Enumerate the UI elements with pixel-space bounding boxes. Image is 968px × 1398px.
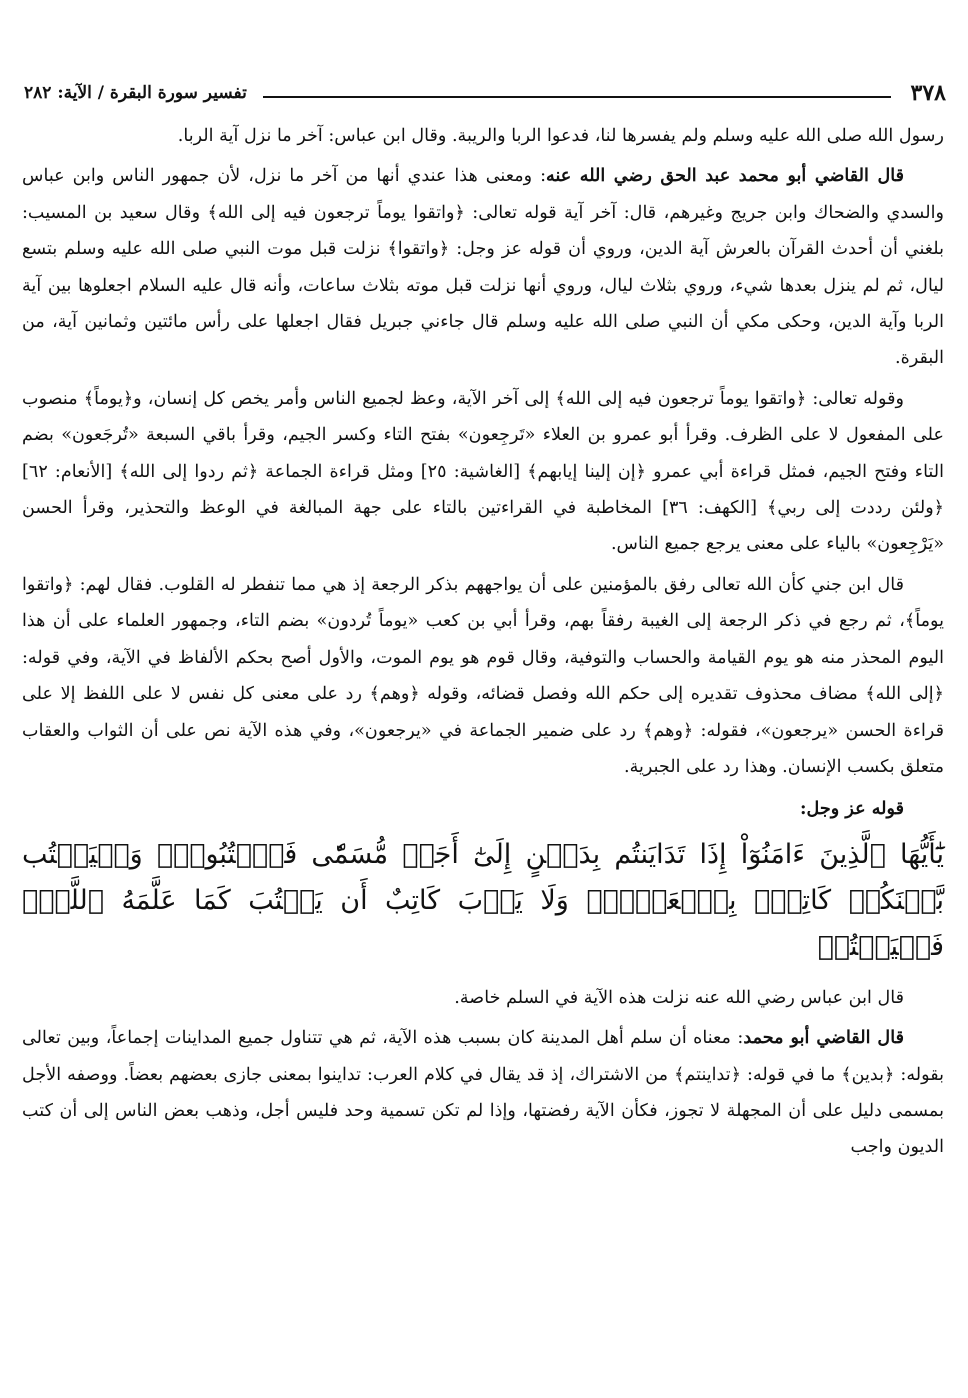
header-title: تفسير سورة البقرة / الآية: ٢٨٢	[24, 83, 247, 103]
paragraph-2-text: : ومعنى هذا عندي أنها من آخر ما نزل، لأن جمهور الناس وابن عباس والسدي والضحاك وابن جريج وغيرهم، قال: آخر آية قوله تعالى: ﴿واتقوا يوماً ترجعون فيه إلى الله﴾ وقال سعيد بن المسيب: بلغني أن أحدث القرآن بالعرش آية الدين، وروي أن قوله عز وجل: ﴿واتقوا﴾ نزلت قبل موت النبي صلى الله عليه وسلم بتسع ليال، ثم لم ينزل بعدها شيء، وروي بثلاث ليال، وروي أنها نزلت قبل موته بثلاث ساعات، وأنه قال عليه السلام اجعلوها بين آية الربا وآية الدين، وحكى مكي أن النبي صلى الله عليه وسلم قال جاءني جبريل فقال اجعلها على رأس مائتين وثمانين آية، من البقرة.	[22, 166, 944, 369]
header-rule	[263, 96, 891, 98]
quran-verse: يَٰٓأَيُّهَا ٱلَّذِينَ ءَامَنُوٓاْ إِذَا تَدَايَنتُم بِدَيۡنٍ إِلَىٰٓ أَجَلٖ مُّسَمّٗى فَٱكۡتُبُوهُۚ وَلۡيَكۡتُب بَّيۡنَكُمۡ كَاتِبُۢ بِٱلۡعَدۡلِۚ وَلَا يَأۡبَ كَاتِبٌ أَن يَكۡتُبَ كَمَا عَلَّمَهُ ٱللَّهُۚ فَلۡيَكۡتُبۡ	[22, 838, 944, 962]
paragraph-6-lead: قال القاضي أبو محمد	[743, 1027, 904, 1049]
paragraph-1: رسول الله صلى الله عليه وسلم ولم يفسرها لنا، فدعوا الربا والريبة. وقال ابن عباس: آخر ما نزل آية الربا.	[177, 126, 944, 146]
page-body	[22, 118, 944, 1170]
paragraph-2-lead: قال القاضي أبو محمد عبد الحق رضي الله عنه	[546, 165, 904, 187]
paragraph-6-text: : معناه أن سلم أهل المدينة كان بسبب هذه الآية، ثم هي تتناول جميع المداينات إجماعاً، وبين تعالى بقوله: ﴿بدين﴾ ما في قوله: ﴿تداينتم﴾ من الاشتراك، إذ قد يقال في كلام العرب: تداينوا بمعنى جازى بعضهم بعضاً. ووصفه الأجل بمسمى دليل على أن المجهلة لا تجوز، فكأن الآية رفضتها، وإذا لم تكن تسمية وحد فليس أجل، وذهب بعض الناس إلى أن كتب الديون واجب	[22, 1028, 944, 1158]
paragraph-4: قال ابن جني كأن الله تعالى رفق بالمؤمنين على أن يواجههم بذكر الرجعة إذ هي مما تنفطر له القلوب. فقال لهم: ﴿واتقوا يوماً﴾، ثم رجع في ذكر الرجعة إلى الغيبة رفقاً بهم، وقرأ أبي بن كعب «يوماً تُردون» بضم التاء، وجمهور العلماء على أن هذا اليوم المحذر منه هو يوم القيامة والحساب والتوفية، وقال قوم هو يوم الموت، والأول أصح بحكم الألفاظ في الآية، وفي قوله: ﴿إلى الله﴾ مضاف محذوف تقديره إلى حكم الله وفصل قضائه، وقوله ﴿وهم﴾ رد على معنى كل نفس لا على اللفظ إلا على قراءة الحسن «يرجعون»، فقوله: ﴿وهم﴾ رد على ضمير الجماعة في «يرجعون»، وفي هذه الآية نص على أن الثواب والعقاب متعلق بكسب الإنسان. وهذا رد على الجبرية.	[22, 574, 944, 777]
paragraph-6	[22, 1020, 944, 1166]
paragraph-5: قال ابن عباس رضي الله عنه نزلت هذه الآية في السلم خاصة.	[454, 987, 904, 1008]
paragraph-2	[22, 158, 944, 376]
verse-intro: قوله عز وجل:	[800, 798, 904, 820]
running-header	[24, 78, 946, 108]
paragraph-3: وقوله تعالى: ﴿واتقوا يوماً ترجعون فيه إلى الله﴾ إلى آخر الآية، وعظ لجميع الناس وأمر يخص كل إنسان، و﴿يوماً﴾ منصوب على المفعول لا على الظرف. وقرأ أبو عمرو بن العلاء «تَرجِعون» بفتح التاء وكسر الجيم، وقرأ باقي السبعة «تُرجَعون» بضم التاء وفتح الجيم، فمثل قراءة أبي عمرو ﴿إن إلينا إيابهم﴾ [الغاشية: ٢٥] ومثل قراءة الجماعة ﴿ثم ردوا إلى الله﴾ [الأنعام: ٦٢] ﴿ولئن رددت إلى ربي﴾ [الكهف: ٣٦] المخاطبة في القراءتين بالتاء على جهة المبالغة في الوعظ والتحذير، وقرأ الحسن «يَرْجِعون» بالياء على معنى يرجع جميع الناس.	[22, 388, 944, 555]
page-number: ٣٧٨	[910, 80, 946, 106]
